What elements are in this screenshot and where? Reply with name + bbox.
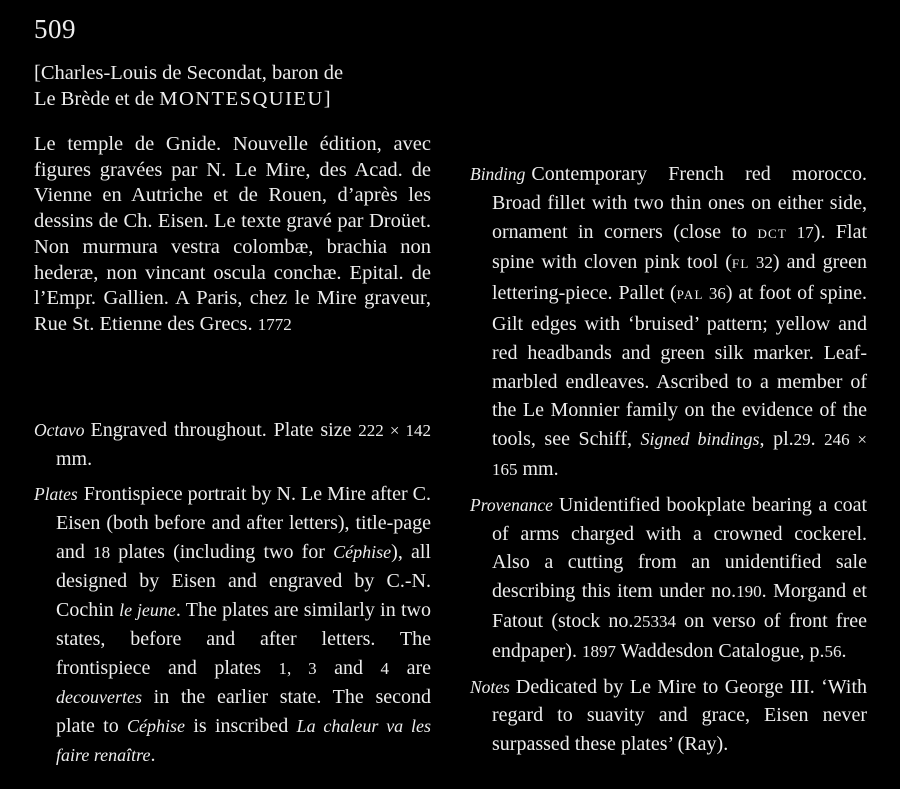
title-text: Le temple de Gnide. Nouvelle édition, avec figures gravées par N. Le Mire, des Acad. de Vienne en Autriche et de Rouen, d’après les dessins de Ch. Eisen. Le texte gravé par Droüet. Non murmura vestra colombæ, brachia non hederæ, non vincant oscula conchæ. Epital. de l’Empr. Gallien. A Paris, chez le Mire graveur, Rue St. Etienne des Grecs. bbox=[34, 133, 431, 335]
stock-number: 25334 bbox=[633, 611, 676, 631]
provenance-text: . bbox=[841, 639, 847, 662]
plates-text: and bbox=[316, 657, 381, 679]
author-line-2-prefix: Le Brède et de bbox=[34, 88, 160, 110]
notes-entry bbox=[470, 673, 867, 759]
binding-text: mm. bbox=[517, 457, 559, 480]
right-column bbox=[470, 160, 867, 765]
title-transcription bbox=[34, 132, 431, 338]
binding-text: ). Flat spine with cloven pink tool ( bbox=[492, 220, 867, 274]
plates-text: plates (including two for bbox=[110, 541, 334, 563]
plates-text: in the earlier state. The second plate to bbox=[56, 686, 431, 737]
plate-reference: 29 bbox=[793, 430, 811, 450]
plates-italic: decouvertes bbox=[56, 687, 142, 707]
provenance-text: Waddesdon Catalogue, p. bbox=[615, 639, 825, 662]
tool-reference: DCT bbox=[757, 225, 788, 241]
plates-text: ), all designed by Eisen and engraved by C.-N. Cochin bbox=[56, 541, 431, 621]
binding-size: 246 × 165 bbox=[492, 430, 868, 479]
tool-number: 36 bbox=[703, 284, 726, 304]
notes-text: Dedicated by Le Mire to George III. ‘With regard to suavity and grace, Eisen never surpassed these plates’ (Ray). bbox=[492, 675, 867, 756]
plates-text: are bbox=[389, 657, 431, 679]
author-line-1: [Charles-Louis de Secondat, baron de bbox=[34, 62, 344, 84]
provenance-text: Unidentified bookplate bearing a coat of arms charged with a crowned cockerel. Also a cutting from an unidentified sale describing this item under no. bbox=[492, 493, 867, 603]
octavo-text-end: mm. bbox=[56, 448, 93, 470]
plates-entry bbox=[34, 480, 431, 770]
octavo-entry bbox=[34, 416, 431, 474]
plates-numbers: 1, 3 bbox=[278, 659, 317, 678]
plates-italic: le jeune bbox=[119, 600, 176, 620]
notes-label: Notes bbox=[470, 676, 510, 697]
binding-text: ) and green lettering-piece. Pallet ( bbox=[492, 251, 868, 305]
provenance-text: . Morgand et Fatout (stock no. bbox=[492, 580, 867, 632]
tool-reference: PAL bbox=[676, 287, 704, 303]
binding-entry bbox=[470, 160, 867, 485]
tool-reference: FL bbox=[731, 256, 750, 272]
provenance-text: on verso of front free endpaper). bbox=[492, 609, 867, 662]
plate-size: 222 × 142 bbox=[358, 421, 431, 440]
tool-number: 32 bbox=[749, 253, 773, 273]
tool-number: 17 bbox=[787, 222, 814, 242]
plates-number: 4 bbox=[380, 659, 390, 678]
author-line-2-suffix: ] bbox=[323, 88, 331, 110]
plates-count: 18 bbox=[93, 543, 111, 562]
octavo-text: Engraved throughout. Plate size bbox=[90, 419, 359, 441]
binding-text: , pl. bbox=[759, 428, 794, 451]
plates-italic: Céphise bbox=[127, 716, 186, 736]
binding-label: Binding bbox=[470, 164, 526, 184]
binding-italic: Signed bindings bbox=[640, 429, 760, 450]
publication-year: 1772 bbox=[257, 314, 292, 334]
plates-label: Plates bbox=[34, 484, 78, 504]
author-heading bbox=[34, 60, 434, 112]
plates-text: is inscribed bbox=[185, 715, 297, 737]
plates-italic: Céphise bbox=[333, 542, 392, 562]
provenance-entry bbox=[470, 491, 867, 667]
provenance-label: Provenance bbox=[470, 494, 553, 515]
page-reference: 56 bbox=[824, 641, 842, 661]
plates-italic: La chaleur va les faire renaître bbox=[56, 716, 431, 765]
left-column bbox=[34, 416, 431, 776]
binding-text: ) at foot of spine. Gilt edges with ‘bruised’ pattern; yellow and red headbands and green silk marker. Leaf-marbled endleaves. Ascribed to a member of the Le Monnier family on the evidence of the tools, see Schiff, bbox=[492, 282, 867, 451]
binding-text: . bbox=[810, 428, 825, 451]
sale-number: 190 bbox=[736, 582, 762, 602]
catalogue-year: 1897 bbox=[581, 641, 616, 661]
lot-number: 509 bbox=[34, 14, 76, 44]
binding-text: Contemporary French red morocco. Broad fillet with two thin ones on either side, ornament in corners (close to bbox=[492, 163, 867, 243]
plates-text: Frontispiece portrait by N. Le Mire after C. Eisen (both before and after letters), title-page and bbox=[56, 483, 431, 563]
octavo-label: Octavo bbox=[34, 420, 85, 440]
plates-text: . The plates are similarly in two states, before and after letters. The frontispiece and plates bbox=[56, 599, 431, 679]
author-surname: MONTESQUIEU bbox=[159, 88, 324, 110]
plates-text: . bbox=[150, 744, 156, 766]
